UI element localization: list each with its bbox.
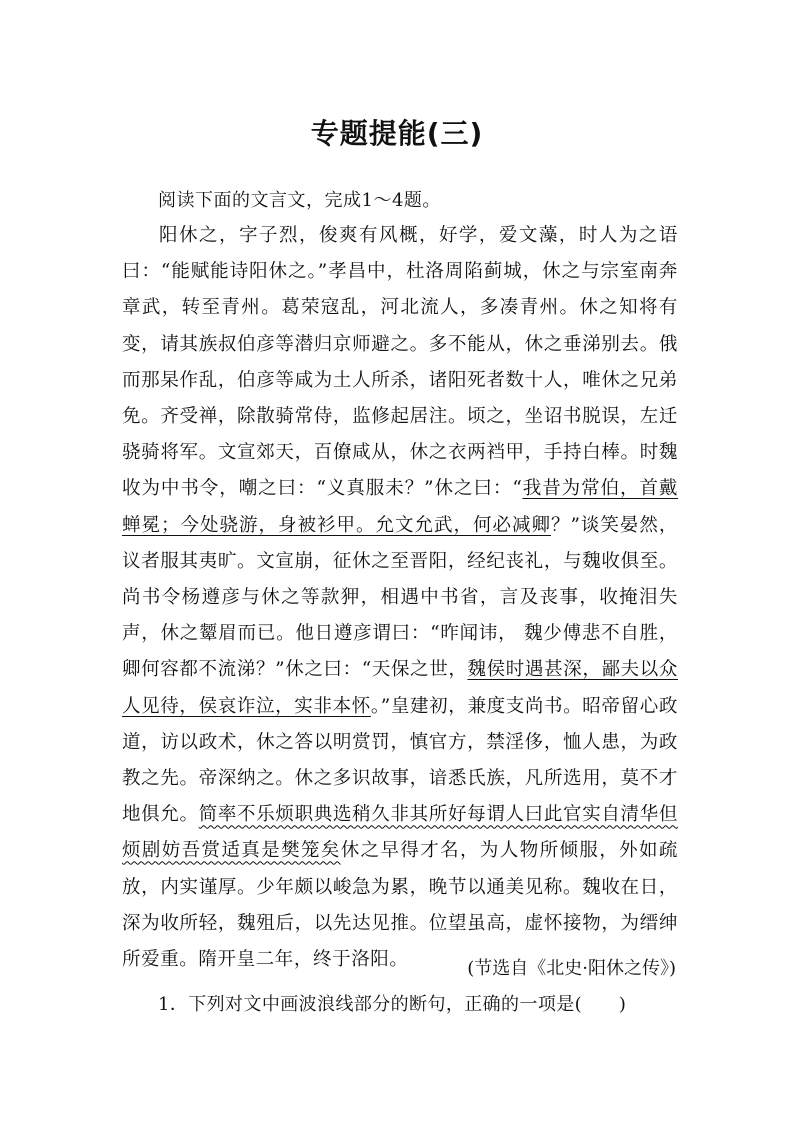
underlined-sentence-1: 我昔为常伯，首戴蝉冕；今处骁游，身被衫甲。允文允武，何必减卿	[122, 478, 678, 536]
passage-segment-2: ？”谈笑晏然，议者服其夷旷。文宣崩，征休之至晋阳，经纪丧礼，与魏收俱至。尚书令杨遵彦与休之等款狎，相遇中书省，言及丧事，收掩泪失声，休之颦眉而已。他日遵彦谓曰：“昨闻讳， 魏少傅悲不自胜，卿何容都不流涕？”休之曰：“天保之世，	[122, 514, 678, 681]
passage-segment-1: 阳休之，字子烈，俊爽有风概，好学，爱文藻，时人为之语曰：“能赋能诗阳休之。”孝昌中，杜洛周陷蓟城，休之与宗室南奔章武，转至青州。葛荣寇乱，河北流人，多凑青州。休之知将有变，请其族叔伯彦等潜归京师避之。多不能从，休之垂涕别去。俄而那杲作乱，伯彦等咸为土人所杀，诸阳死者数十人，唯休之兄弟免。齐受禅，除散骑常侍，监修起居注。顷之，坐诏书脱误，左迁骁骑将军。文宣郊天，百僚咸从，休之衣两裆甲，手持白棒。时魏收为中书令，嘲之曰：“义真服未？”休之曰：“	[122, 225, 678, 500]
passage-text	[122, 218, 678, 978]
source-citation: (节选自《北史·阳休之传》)	[467, 958, 676, 979]
underlined-sentence-2: 魏侯时遇甚深，鄙夫以众人见待，侯哀诈泣，实非本怀	[122, 659, 678, 717]
passage-segment-4: 休之早得才名，为人物所倾服，外如疏放，内实谨厚。少年颇以峻急为累，晚节以通美见称。魏收在日，深为收所轻，魏殂后，以先达见推。位望虽高，虚怀接物，为缙绅所爱重。隋开皇二年，终于洛阳。	[122, 840, 678, 971]
wavy-underlined-sentence: 简率不乐烦职典选稍久非其所好每谓人曰此官实自清华但烦剧妨吾赏适真是樊笼矣	[122, 804, 678, 862]
question-1: 1．下列对文中画波浪线部分的断句，正确的一项是( )	[158, 994, 627, 1015]
page-title: 专题提能(三)	[310, 117, 484, 150]
instruction-text: 阅读下面的文言文，完成1～4题。	[158, 190, 441, 211]
passage-segment-3: 。”皇建初，兼度支尚书。昭帝留心政道，访以政术，休之答以明赏罚，慎官方，禁淫侈，恤人患，为政教之先。帝深纳之。休之多识故事，谙悉氏族，凡所选用，莫不才地俱允。	[122, 695, 678, 826]
